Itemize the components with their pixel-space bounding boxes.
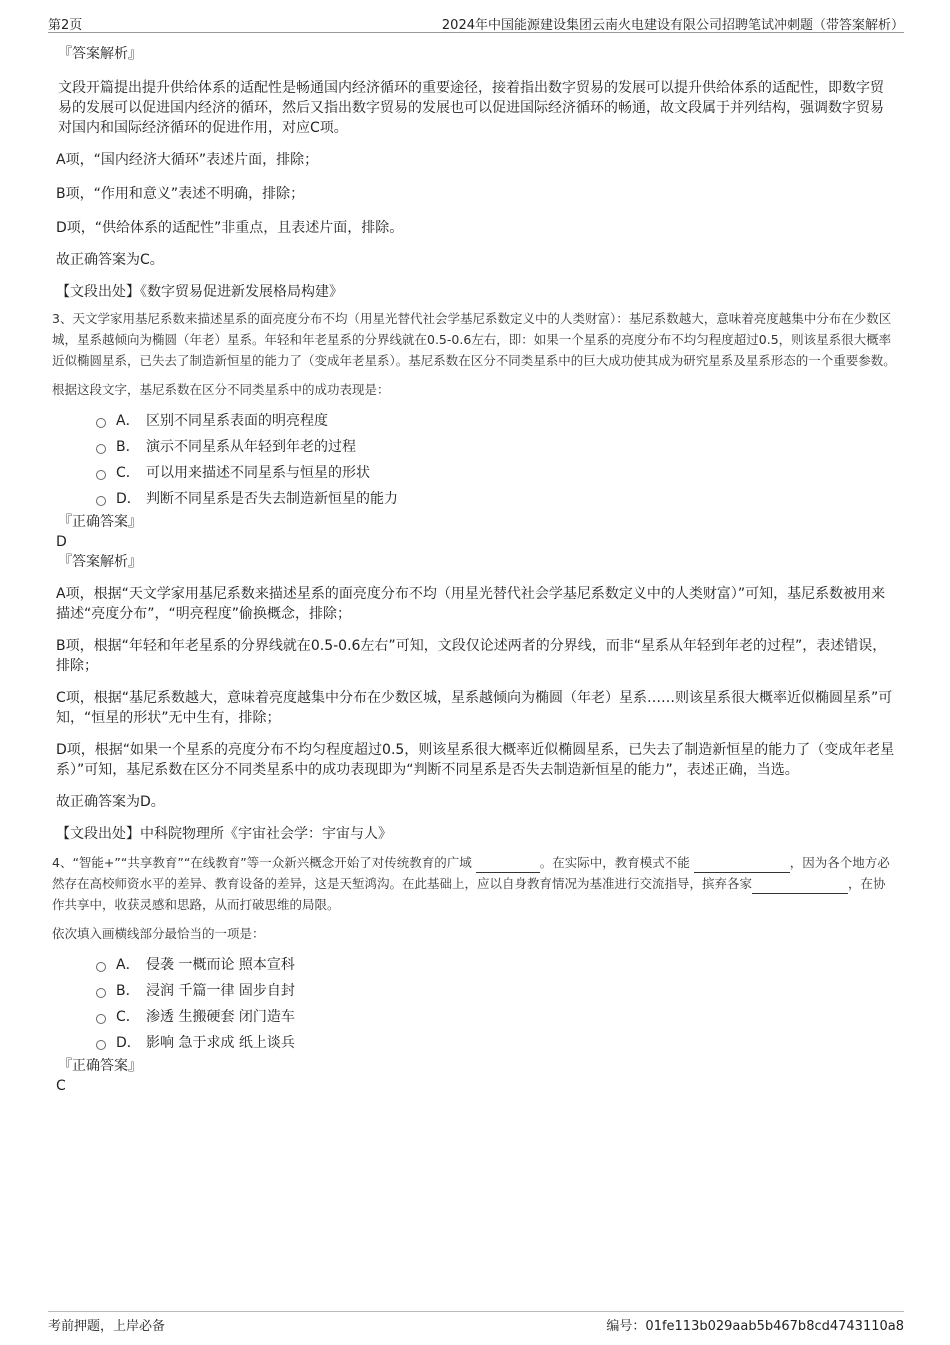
correct-answer-label: 『正确答案』 xyxy=(58,1058,142,1074)
option-b[interactable]: B． 浸润 千篇一律 固步自封 xyxy=(96,978,896,1004)
option-d[interactable]: D． 判断不同星系是否失去制造新恒星的能力 xyxy=(96,486,896,512)
page-footer xyxy=(48,1311,904,1334)
page-number: 第2页 xyxy=(48,18,83,33)
question-4-options xyxy=(56,952,896,1056)
document-title: 2024年中国能源建设集团云南火电建设有限公司招聘笔试冲刺题（带答案解析） xyxy=(441,18,904,33)
option-a[interactable]: A． 区别不同星系表面的明亮程度 xyxy=(96,408,896,434)
analysis-paragraph: 文段开篇提出提升供给体系的适配性是畅通国内经济循环的重要途径，接着指出数字贸易的发展可以提升供给体系的适配性，即数字贸易的发展可以促进国内经济的循环，然后又指出数字贸易的发展也可以促进国际经济循环的畅通，故文段属于并列结构，强调数字贸易对国内和国际经济循环的促进作用，对应C项。 xyxy=(58,80,884,136)
analysis-option-d: D项，“供给体系的适配性”非重点，且表述片面，排除。 xyxy=(56,220,404,236)
question-4-stem: 4、“智能+”“共享教育”“在线教育”等一众新兴概念开始了对传统教育的广域 。在实际中，教育模式不能 ，因为各个地方必然存在高校师资水平的差异、教育设备的差异，这是天堑鸿沟。在此基础上，应以自身教育情况为基准进行交流指导，摈弃各家 ，在协作共享中，收获灵感和思路，从而打破思维的局限。 xyxy=(52,855,890,912)
radio-icon[interactable] xyxy=(96,988,106,998)
analysis-option-a: A项，根据“天文学家用基尼系数来描述星系的面亮度分布不均（用星光替代社会学基尼系数定义中的人类财富）”可知，基尼系数被用来描述“亮度分布”，“明亮程度”偷换概念，排除； xyxy=(56,586,886,622)
option-c[interactable]: C． 渗透 生搬硬套 闭门造车 xyxy=(96,1004,896,1030)
option-b[interactable]: B． 演示不同星系从年轻到年老的过程 xyxy=(96,434,896,460)
blank-3 xyxy=(752,879,848,894)
analysis-option-a: A项，“国内经济大循环”表述片面，排除； xyxy=(56,152,319,168)
question-3-stem: 3、天文学家用基尼系数来描述星系的面亮度分布不均（用星光替代社会学基尼系数定义中的人类财富）：基尼系数越大，意味着亮度越集中分布在少数区城，星系越倾向为椭圆（年老）星系。年轻和年老星系的分界线就在0.5-0.6左右，即：如果一个星系的亮度分布不均匀程度超过0.5，则该星系很大概率近似椭圆星系，已失去了制造新恒星的能力了（变成年老星系）。基尼系数在区分不同类星系中的巨大成功使其成为研究星系及星系形态的一个重要参数。 xyxy=(52,311,896,368)
analysis-conclusion: 故正确答案为C。 xyxy=(56,252,164,268)
option-d[interactable]: D． 影响 急于求成 纸上谈兵 xyxy=(96,1030,896,1056)
correct-answer: D xyxy=(56,534,67,550)
question-3-options xyxy=(56,408,896,512)
correct-answer-label: 『正确答案』 xyxy=(58,514,142,530)
blank-2 xyxy=(694,858,790,873)
blank-1 xyxy=(476,858,540,873)
option-c[interactable]: C． 可以用来描述不同星系与恒星的形状 xyxy=(96,460,896,486)
radio-icon[interactable] xyxy=(96,418,106,428)
radio-icon[interactable] xyxy=(96,1014,106,1024)
text-source: 【文段出处】《数字贸易促进新发展格局构建》 xyxy=(56,284,343,300)
correct-answer: C xyxy=(56,1078,66,1094)
analysis-option-b: B项，“作用和意义”表述不明确，排除； xyxy=(56,186,305,202)
question-3-prompt: 根据这段文字，基尼系数在区分不同类星系中的成功表现是： xyxy=(52,382,390,397)
analysis-option-b: B项，根据“年轻和年老星系的分界线就在0.5-0.6左右”可知，文段仅论述两者的分界线，而非“星系从年轻到年老的过程”，表述错误，排除； xyxy=(56,638,887,674)
page-content xyxy=(52,44,896,1096)
analysis-label: 『答案解析』 xyxy=(58,46,142,62)
footer-slogan: 考前押题，上岸必备 xyxy=(48,1319,166,1334)
radio-icon[interactable] xyxy=(96,1040,106,1050)
radio-icon[interactable] xyxy=(96,470,106,480)
text-source: 【文段出处】中科院物理所《宇宙社会学：宇宙与人》 xyxy=(56,826,392,842)
analysis-conclusion: 故正确答案为D。 xyxy=(56,794,165,810)
option-a[interactable]: A． 侵袭 一概而论 照本宣科 xyxy=(96,952,896,978)
radio-icon[interactable] xyxy=(96,496,106,506)
document-code: 编号：01fe113b029aab5b467b8cd4743110a8 xyxy=(606,1319,904,1334)
analysis-option-d: D项，根据“如果一个星系的亮度分布不均匀程度超过0.5，则该星系很大概率近似椭圆星系，已失去了制造新恒星的能力了（变成年老星系）”可知，基尼系数在区分不同类星系中的成功表现即为“判断不同星系是否失去制造新恒星的能力”，表述正确，当选。 xyxy=(56,742,895,778)
analysis-label: 『答案解析』 xyxy=(58,554,142,570)
analysis-option-c: C项，根据“基尼系数越大，意味着亮度越集中分布在少数区城，星系越倾向为椭圆（年老）星系……则该星系很大概率近似椭圆星系”可知，“恒星的形状”无中生有，排除； xyxy=(56,690,893,726)
page-header xyxy=(48,12,904,33)
question-4-prompt: 依次填入画横线部分最恰当的一项是： xyxy=(52,926,265,941)
radio-icon[interactable] xyxy=(96,962,106,972)
radio-icon[interactable] xyxy=(96,444,106,454)
